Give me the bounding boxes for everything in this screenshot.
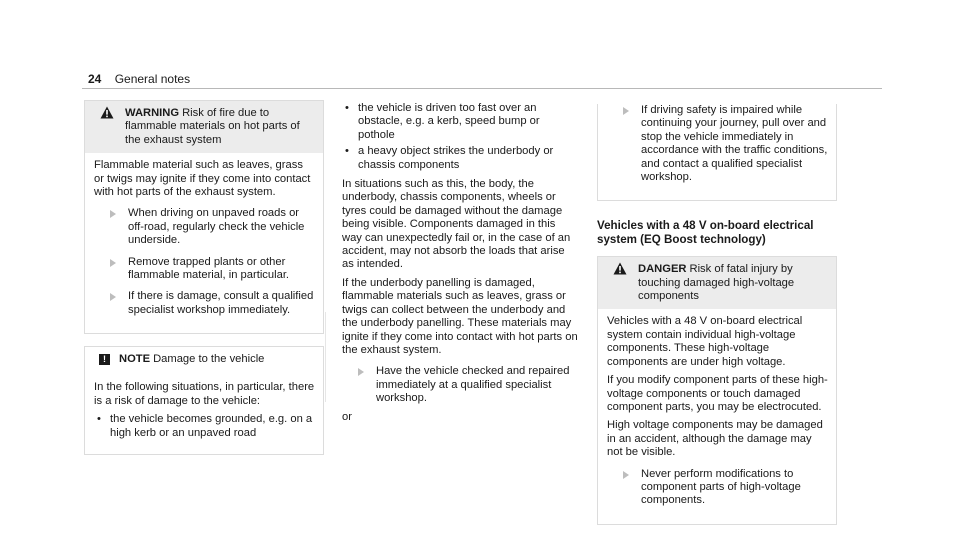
column-1 — [84, 100, 324, 467]
danger-title: Risk of fatal injury by touching damaged high-voltage components — [638, 263, 795, 303]
note-title: Damage to the vehicle — [153, 353, 265, 366]
warning-header — [85, 101, 323, 153]
warning-keyword: WARNING — [125, 107, 180, 119]
danger-keyword: DANGER — [638, 263, 687, 276]
step-arrow-icon — [110, 293, 116, 301]
note-header — [85, 347, 323, 375]
or-label: or — [342, 410, 352, 423]
step-arrow-icon — [358, 368, 364, 376]
warning-triangle-icon — [100, 106, 114, 119]
column-2 — [340, 100, 580, 429]
step-arrow-icon — [623, 107, 629, 115]
paragraph: In situations such as this, the body, the underbody, chassis components, wheels or tyres could be damaged without the damage being visible. Components damaged in this way can unexpectedly fail or, in the case of an accident, may not absorb the loads that arise as intended. — [342, 178, 571, 271]
note-continuation-box — [597, 104, 837, 201]
warning-body — [85, 153, 323, 333]
step-arrow-icon — [110, 210, 116, 218]
step-arrow-icon — [623, 471, 629, 479]
note-keyword: NOTE — [119, 353, 151, 366]
column-divider — [325, 312, 326, 402]
warning-triangle-icon — [613, 262, 627, 275]
step-arrow-icon — [110, 259, 116, 267]
exclamation-icon: ! — [99, 354, 110, 365]
paragraph: Vehicles with a 48 V on-board electrical system contain individual high-voltage components. These high-voltage components are under high voltage. — [607, 315, 803, 368]
note-intro: In the following situations, in particular, there is a risk of damage to the vehicle: — [94, 381, 315, 407]
page-number: 24 — [88, 72, 102, 86]
paragraph: High voltage components may be damaged in an accident, although the damage may not be visible. — [607, 419, 823, 459]
list-item: • the vehicle becomes grounded, e.g. on a high kerb or an unpaved road — [94, 413, 315, 440]
paragraph: If the underbody panelling is damaged, flammable materials such as leaves, grass or twigs can collect between the underbody and the underbody panelling. These materials may ignite if they come into contact with hot parts on the exhaust system. — [342, 276, 578, 356]
bullet-list — [342, 102, 578, 172]
instruction-step: Have the vehicle checked and repaired immediately at a qualified specialist workshop. — [342, 365, 578, 405]
warning-text: Flammable material such as leaves, grass or twigs may ignite if they come into contact with hot parts of the exhaust system. — [94, 159, 311, 199]
warning-title: Risk of fire due to flammable materials on hot parts of the exhaust system — [125, 107, 300, 146]
instruction-step: Never perform modifications to component parts of high-voltage components. — [607, 468, 828, 508]
instruction-step: When driving on unpaved roads or off-road, regularly check the vehicle underside. — [94, 207, 315, 247]
column-3 — [597, 100, 837, 537]
danger-body — [598, 309, 836, 523]
list-item: • the vehicle is driven too fast over an obstacle, e.g. a kerb, speed bump or pothole — [342, 102, 578, 142]
section-heading: Vehicles with a 48 V on-board electrical system (EQ Boost technology) — [597, 219, 814, 246]
header-rule — [82, 88, 882, 89]
instruction-step: If there is damage, consult a qualified specialist workshop immediately. — [94, 290, 315, 317]
section-title: General notes — [114, 72, 191, 86]
instruction-step: If driving safety is impaired while continuing your journey, pull over and stop the vehicle immediately in accordance with the traffic conditions, and contact a qualified specialist workshop. — [607, 104, 828, 184]
instruction-step: Remove trapped plants or other flammable material, in particular. — [94, 256, 315, 283]
note-box — [84, 346, 324, 455]
note-body — [85, 375, 323, 454]
danger-box — [597, 256, 837, 525]
warning-box — [84, 100, 324, 334]
danger-header — [598, 257, 836, 309]
list-item: • a heavy object strikes the underbody or chassis components — [342, 145, 578, 172]
paragraph: If you modify component parts of these high-voltage components or touch damaged component parts, you may be electrocuted. — [607, 374, 828, 413]
page-header — [88, 73, 190, 86]
note-continuation — [340, 102, 580, 424]
note-bullet-list — [94, 413, 315, 440]
note-continuation-body — [598, 104, 836, 200]
